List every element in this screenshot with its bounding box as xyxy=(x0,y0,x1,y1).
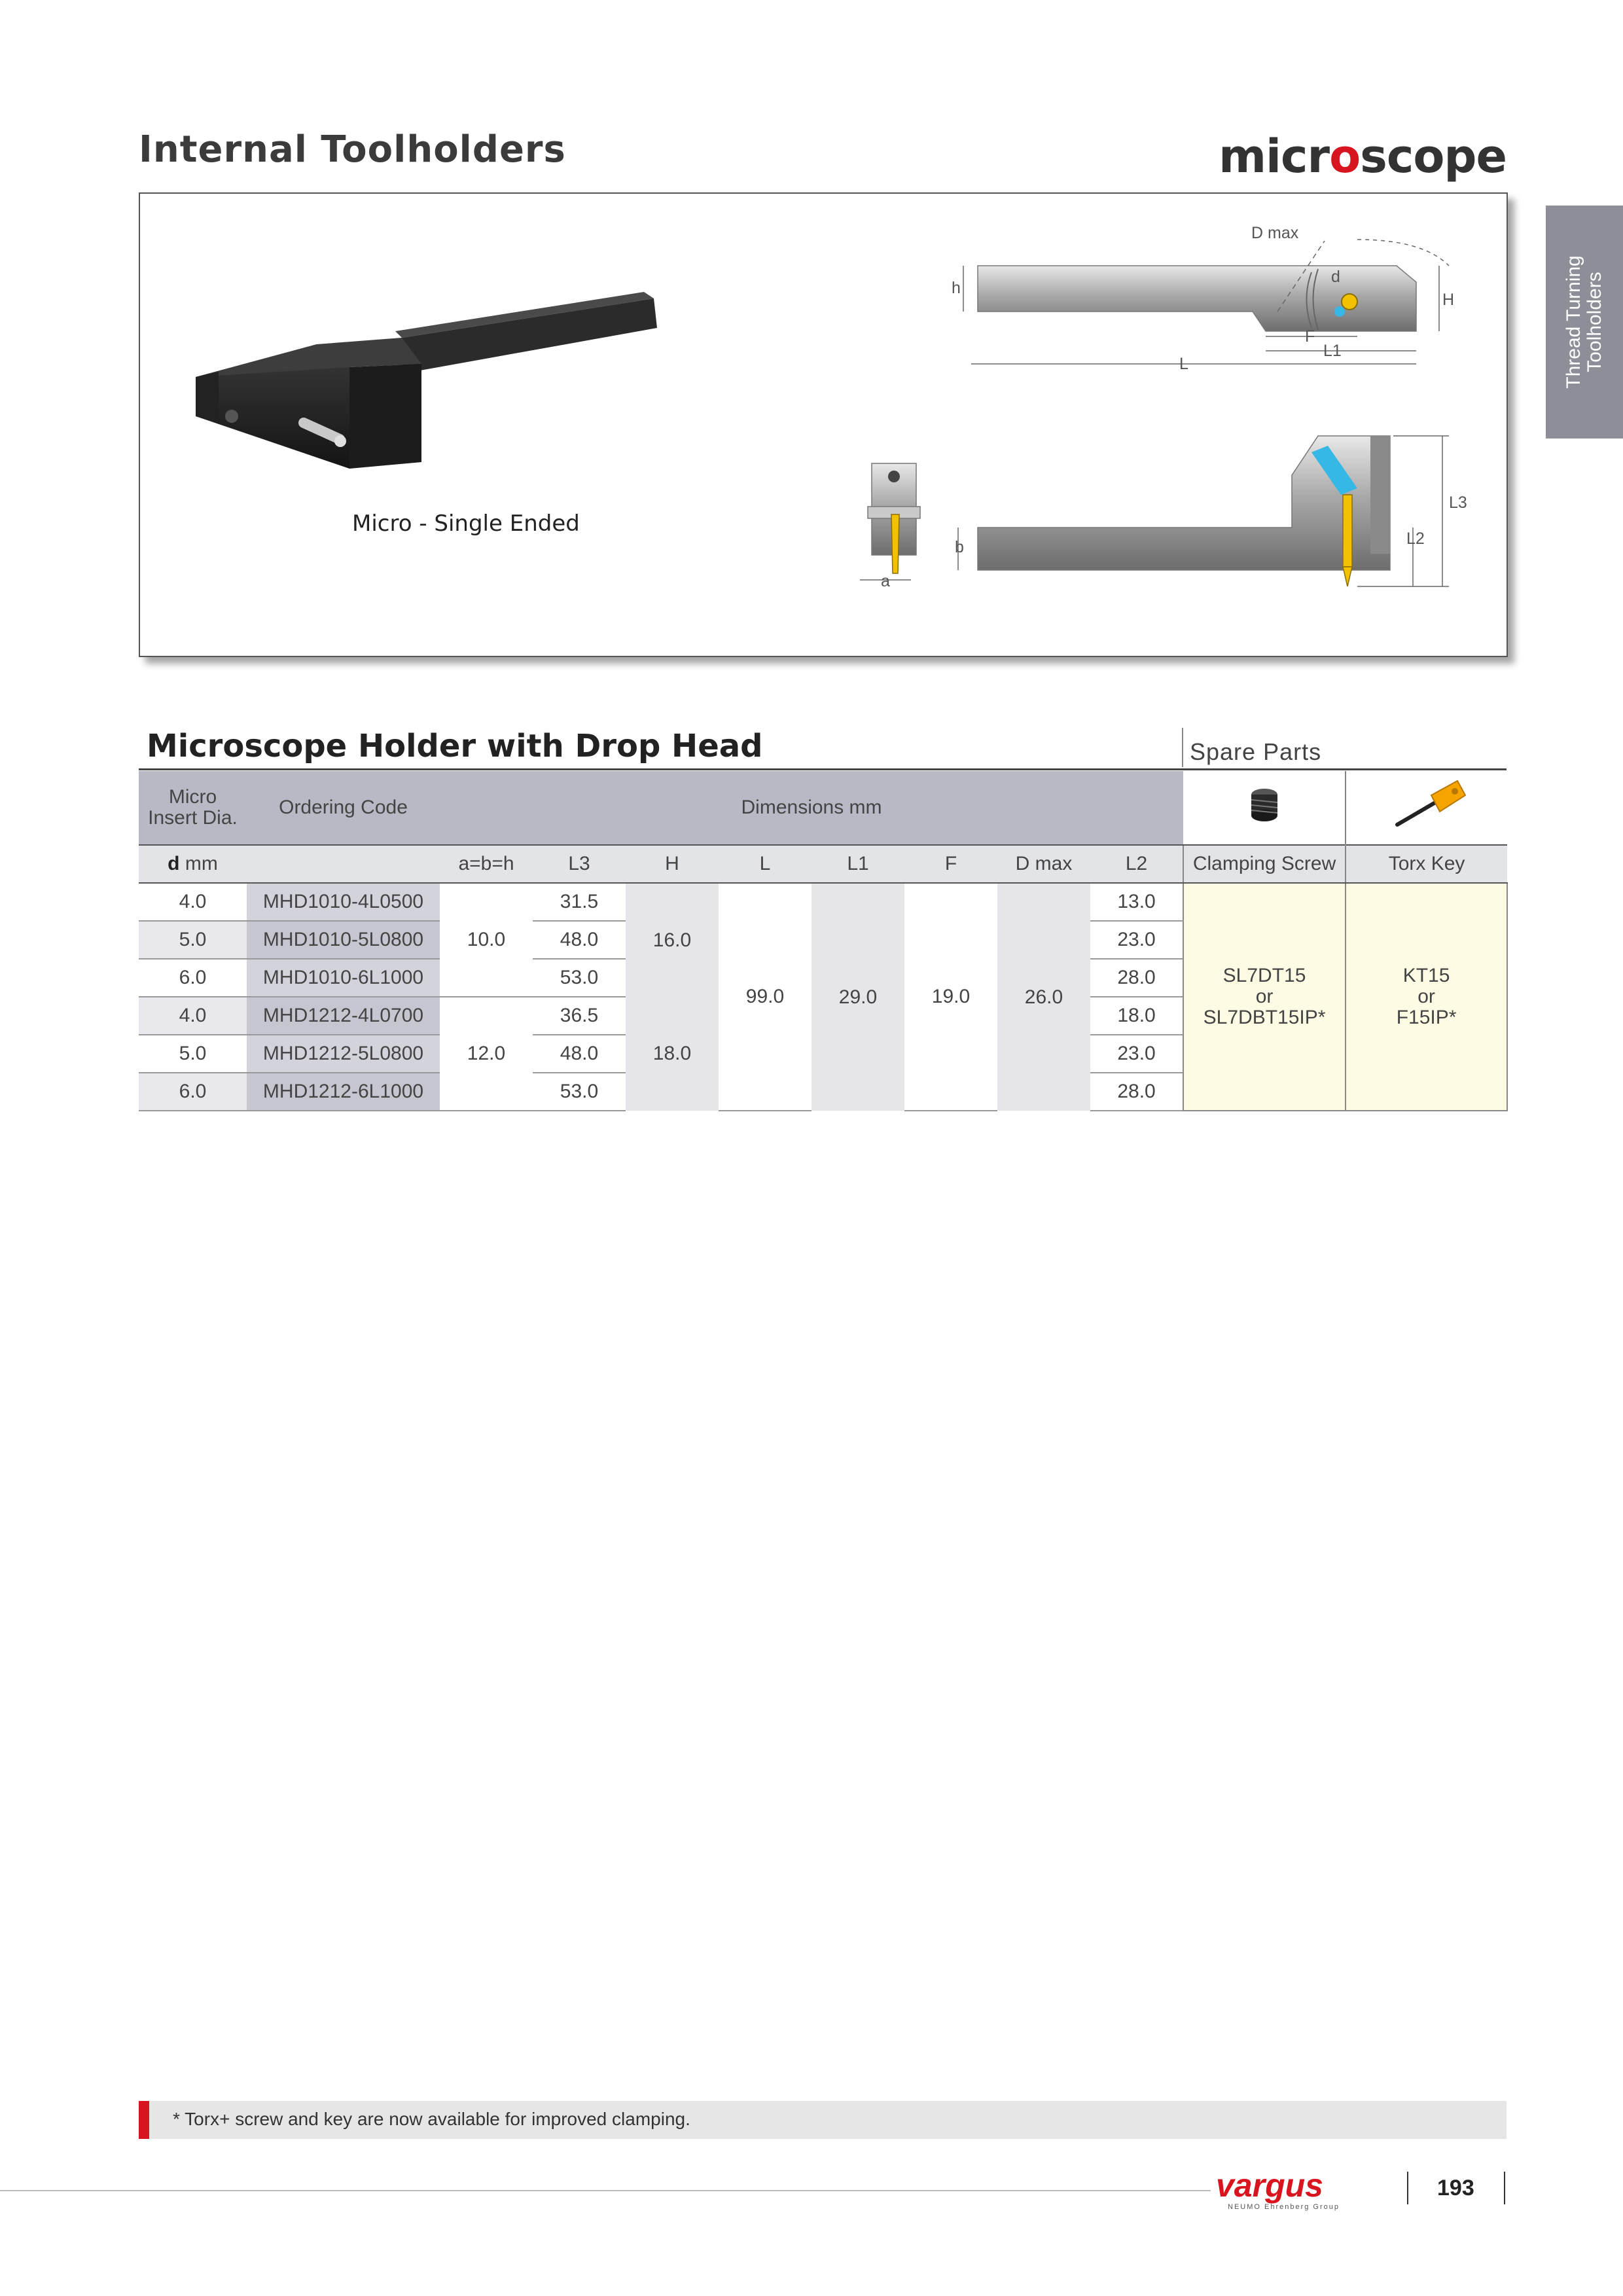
label-dmax: D max xyxy=(1251,224,1299,242)
side-tab-line2: Toolholders xyxy=(1584,272,1605,372)
holder-table xyxy=(139,771,1508,1111)
brand-o: o xyxy=(1329,130,1361,183)
cell-d: 4.0 xyxy=(139,997,247,1035)
key-code-1: KT15 xyxy=(1402,965,1450,986)
brand-prefix: micr xyxy=(1219,130,1330,183)
figure-drawings xyxy=(140,194,1507,656)
col-L2: L2 xyxy=(1090,845,1183,883)
cell-code: MHD1212-5L0800 xyxy=(247,1035,440,1073)
col-d xyxy=(139,845,247,883)
figure-box xyxy=(139,192,1508,657)
page-title: Internal Toolholders xyxy=(139,128,566,171)
clamping-screw-icon xyxy=(1241,785,1287,825)
col-L3: L3 xyxy=(533,845,626,883)
cell-F: 19.0 xyxy=(904,883,997,1111)
cell-L2: 23.0 xyxy=(1090,921,1183,959)
col-d-unit: mm xyxy=(179,853,218,874)
col-insert-dia: Micro Insert Dia. xyxy=(139,771,247,845)
figure-caption: Micro - Single Ended xyxy=(352,511,580,537)
col-abh: a=b=h xyxy=(440,845,533,883)
cell-code: MHD1010-4L0500 xyxy=(247,883,440,921)
col-Dmax: D max xyxy=(997,845,1090,883)
col-L: L xyxy=(719,845,812,883)
col-clamping-screw: Clamping Screw xyxy=(1183,845,1346,883)
footnote: * Torx+ screw and key are now available for improved clamping. xyxy=(173,2109,690,2129)
key-code-2: F15IP* xyxy=(1396,1007,1457,1028)
label-F: F xyxy=(1305,327,1315,346)
cell-L3: 53.0 xyxy=(533,959,626,997)
cell-d: 5.0 xyxy=(139,921,247,959)
col-H: H xyxy=(626,845,719,883)
label-L1: L1 xyxy=(1323,342,1342,360)
cell-abh: 12.0 xyxy=(440,997,533,1111)
side-tab-line1: Thread Turning xyxy=(1563,255,1584,389)
title-rule xyxy=(139,768,1507,770)
col-ordering-code: Ordering Code xyxy=(247,771,440,845)
brand-logo xyxy=(1219,130,1507,183)
cell-d: 5.0 xyxy=(139,1035,247,1073)
screw-code-2: SL7DBT15IP* xyxy=(1203,1007,1326,1028)
col-code-blank xyxy=(247,845,440,883)
cell-L2: 18.0 xyxy=(1090,997,1183,1035)
torx-key-image-cell xyxy=(1346,771,1507,845)
cell-L3: 36.5 xyxy=(533,997,626,1035)
section-title: Microscope Holder with Drop Head xyxy=(147,728,763,764)
col-d-symbol: d xyxy=(168,853,180,874)
label-L3: L3 xyxy=(1449,493,1467,512)
label-L2: L2 xyxy=(1406,529,1425,548)
top-view-drawing xyxy=(952,224,1454,373)
col-F: F xyxy=(904,845,997,883)
clamping-screw-image-cell xyxy=(1183,771,1346,845)
key-or: or xyxy=(1418,986,1435,1007)
cell-Dmax: 26.0 xyxy=(997,883,1090,1111)
cell-L3: 53.0 xyxy=(533,1073,626,1111)
cell-abh: 10.0 xyxy=(440,883,533,997)
cell-L3: 48.0 xyxy=(533,921,626,959)
cell-torx-key xyxy=(1346,883,1507,1111)
screw-code-1: SL7DT15 xyxy=(1222,965,1306,986)
cell-d: 6.0 xyxy=(139,1073,247,1111)
page-number: 193 xyxy=(1437,2176,1474,2200)
footer-divider xyxy=(1504,2172,1505,2204)
spare-parts-title: Spare Parts xyxy=(1190,738,1322,765)
label-h: h xyxy=(952,279,961,297)
note-marker xyxy=(139,2101,149,2139)
cell-d: 4.0 xyxy=(139,883,247,921)
cell-L2: 13.0 xyxy=(1090,883,1183,921)
cell-code: MHD1212-4L0700 xyxy=(247,997,440,1035)
cell-L: 99.0 xyxy=(719,883,812,1111)
screw-or: or xyxy=(1255,986,1274,1007)
cell-H: 18.0 xyxy=(626,997,719,1111)
end-view-drawing xyxy=(860,463,920,590)
torx-key-icon xyxy=(1384,776,1469,834)
cell-d: 6.0 xyxy=(139,959,247,997)
cell-L2: 28.0 xyxy=(1090,959,1183,997)
cell-code: MHD1212-6L1000 xyxy=(247,1073,440,1111)
cell-L1: 29.0 xyxy=(812,883,904,1111)
header-row-2 xyxy=(139,845,1507,883)
vargus-logo: vargus xyxy=(1216,2167,1323,2204)
label-d: d xyxy=(1331,268,1340,286)
vargus-tagline: NEUMO Ehrenberg Group xyxy=(1228,2203,1340,2211)
cell-L3: 48.0 xyxy=(533,1035,626,1073)
col-torx-key: Torx Key xyxy=(1346,845,1507,883)
header-row-1 xyxy=(139,771,1507,845)
cell-L2: 28.0 xyxy=(1090,1073,1183,1111)
cell-code: MHD1010-5L0800 xyxy=(247,921,440,959)
label-b: b xyxy=(955,538,964,556)
holder-3d-image xyxy=(196,292,657,469)
side-view-drawing xyxy=(955,436,1467,586)
label-H: H xyxy=(1442,291,1455,309)
footer-rule xyxy=(0,2190,1211,2191)
cell-L2: 23.0 xyxy=(1090,1035,1183,1073)
cell-H: 16.0 xyxy=(626,883,719,997)
section-divider xyxy=(1182,728,1183,767)
cell-clamping-screw xyxy=(1183,883,1346,1111)
cell-L3: 31.5 xyxy=(533,883,626,921)
col-L1: L1 xyxy=(812,845,904,883)
section-side-tab xyxy=(1546,206,1623,439)
footer-divider xyxy=(1407,2172,1408,2204)
col-dimensions: Dimensions mm xyxy=(440,771,1183,845)
table-row xyxy=(139,883,1507,921)
label-L: L xyxy=(1179,355,1188,373)
cell-code: MHD1010-6L1000 xyxy=(247,959,440,997)
brand-suffix: scope xyxy=(1360,130,1507,183)
label-a: a xyxy=(881,572,890,590)
